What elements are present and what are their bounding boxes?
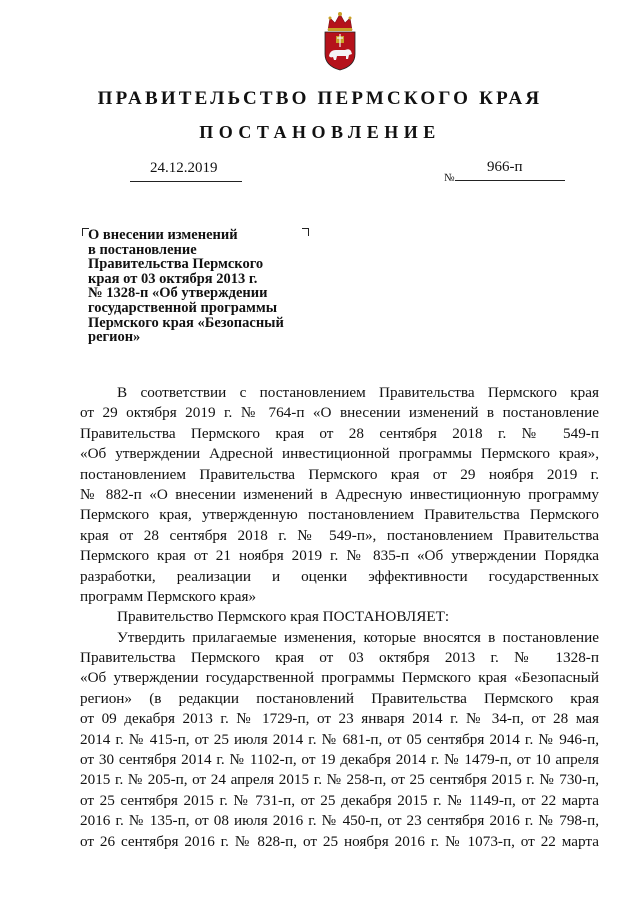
body-line: «Об утверждении государственной программы Пермского края «Безопасный	[80, 669, 599, 687]
date-underline	[130, 181, 242, 182]
document-body	[80, 383, 599, 852]
body-line: «Об утверждении Адресной инвестиционной программы Пермского края»,	[80, 445, 599, 463]
subject-line: регион»	[88, 329, 141, 346]
body-line: Пермского края, утвержденную постановлением Правительства Пермского	[80, 506, 599, 524]
body-line: постановлением Правительства Пермского края от 29 ноября 2019 г.	[80, 465, 599, 483]
body-line: 2016 г. № 135-п, от 08 июля 2016 г. № 450-п, от 23 сентября 2016 г. № 798-п,	[80, 812, 599, 830]
body-line: программ Пермского края»	[80, 587, 257, 605]
number-sign: №	[444, 172, 455, 184]
body-line: от 29 октября 2019 г. № 764-п «О внесении изменений в постановление	[80, 404, 599, 422]
perm-krai-coat-of-arms	[318, 10, 362, 72]
subject-line: края от 03 октября 2013 г.	[88, 270, 258, 287]
document-type: ПОСТАНОВЛЕНИЕ	[199, 122, 441, 142]
document-date: 24.12.2019	[150, 160, 218, 176]
body-line: от 09 декабря 2013 г. № 1729-п, от 23 января 2014 г. № 34-п, от 28 мая	[80, 710, 599, 728]
body-line: края от 28 сентября 2018 г. № 549-п», постановлением Правительства	[80, 526, 599, 544]
subject-line: Пермского края «Безопасный	[88, 314, 284, 331]
body-line: от 30 сентября 2014 г. № 1102-п, от 19 декабря 2014 г. № 1479-п, от 10 апреля	[80, 751, 599, 769]
preamble-paragraph	[80, 383, 599, 607]
subject-line: Правительства Пермского	[88, 256, 264, 273]
body-line: разработки, реализации и оценки эффективности государственных	[80, 567, 599, 585]
body-line: от 25 сентября 2015 г. № 731-п, от 25 декабря 2015 г. № 1149-п, от 22 марта	[80, 791, 599, 809]
number-underline	[455, 180, 565, 181]
resolution-paragraph	[80, 607, 599, 627]
body-line: от 26 сентября 2016 г. № 828-п, от 25 ноября 2016 г. № 1073-п, от 22 марта	[80, 832, 599, 850]
document-number: 966-п	[487, 159, 523, 175]
body-line: 2015 г. № 205-п, от 24 апреля 2015 г. № 258-п, от 25 сентября 2015 г. № 730-п,	[80, 771, 599, 789]
body-line: Пермского края от 21 ноября 2019 г. № 835-п «Об утверждении Порядка	[80, 547, 599, 565]
subject-line: О внесении изменений	[88, 227, 238, 243]
body-line: Правительства Пермского края от 28 сентября 2018 г. № 549-п	[80, 424, 599, 442]
body-line: Утвердить прилагаемые изменения, которые вносятся в постановление	[117, 628, 599, 646]
body-line: регион» (в редакции постановлений Правительства Пермского края	[80, 689, 599, 707]
document-subject	[88, 228, 308, 345]
decision-paragraph	[80, 628, 599, 852]
subject-line: № 1328-п «Об утверждении	[88, 285, 268, 302]
crown-icon	[328, 12, 352, 31]
subject-line: государственной программы	[88, 299, 278, 316]
subject-line: в постановление	[88, 241, 197, 258]
body-line: Правительства Пермского края от 03 октября 2013 г. № 1328-п	[80, 649, 599, 667]
government-title: ПРАВИТЕЛЬСТВО ПЕРМСКОГО КРАЯ	[97, 88, 543, 109]
body-line: 2014 г. № 415-п, от 25 июля 2014 г. № 681-п, от 05 сентября 2014 г. № 946-п,	[80, 730, 599, 748]
body-line: В соответствии с постановлением Правительства Пермского края	[117, 384, 599, 401]
body-line: Правительство Пермского края ПОСТАНОВЛЯЕТ:	[117, 608, 450, 626]
body-line: № 882-п «О внесении изменений в Адресную инвестиционную программу	[80, 485, 599, 503]
shield-icon	[325, 32, 355, 70]
